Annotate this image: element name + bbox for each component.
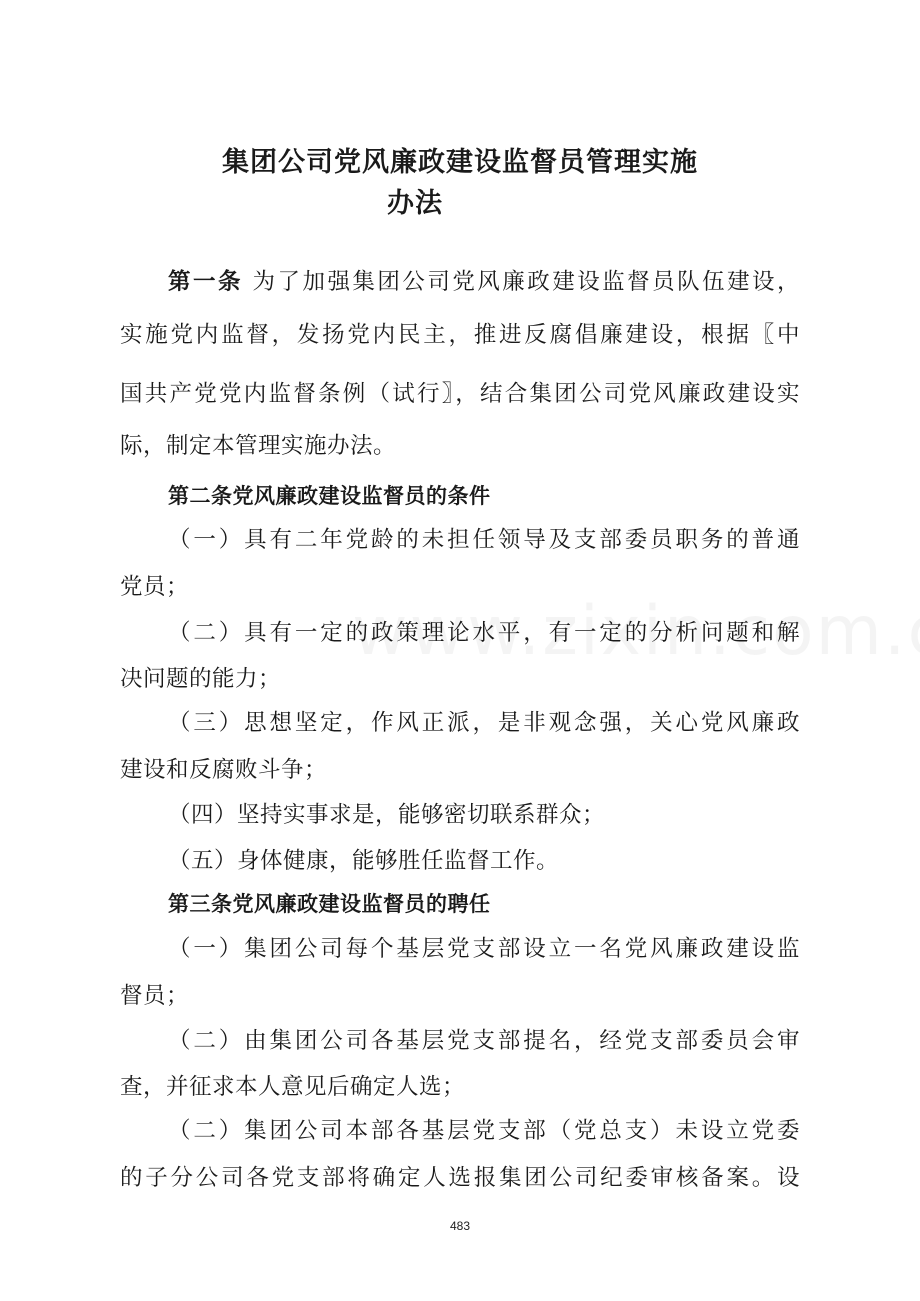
article2-item4: （四）坚持实事求是，能够密切联系群众；: [168, 802, 606, 828]
article3-item2-line1: （二）由集团公司各基层党支部提名，经党支部委员会审: [168, 1028, 800, 1054]
article2-item2-line1: （二）具有一定的政策理论水平，有一定的分析问题和解: [168, 620, 800, 646]
article1-line4: 际，制定本管理实施办法。: [120, 433, 397, 459]
article1-line2: 实施党内监督，发扬党内民主，推进反腐倡廉建设，根据〖中: [120, 322, 800, 348]
document-title-line1: 集团公司党风廉政建设监督员管理实施: [222, 147, 698, 178]
article3-item1-line1: （一）集团公司每个基层党支部设立一名党风廉政建设监: [168, 936, 800, 962]
article3-item3-line1: （二）集团公司本部各基层党支部（党总支）未设立党委: [168, 1118, 800, 1144]
article2-item5: （五）身体健康，能够胜任监督工作。: [168, 848, 560, 874]
article2-heading: 第二条党风廉政建设监督员的条件: [168, 484, 491, 508]
article3-item2-line2: 查，并征求本人意见后确定人选；: [120, 1074, 466, 1100]
article2-item1-line1: （一）具有二年党龄的未担任领导及支部委员职务的普通: [168, 527, 800, 553]
article2-item3-line2: 建设和反腐败斗争；: [120, 757, 328, 783]
document-title-line2: 办法: [387, 188, 443, 219]
article1-heading: 第一条: [168, 269, 243, 295]
article2-item1-line2: 党员；: [120, 574, 190, 600]
article1-line3: 国共产党党内监督条例（试行〗，结合集团公司党风廉政建设实: [120, 381, 800, 407]
article3-heading: 第三条党风廉政建设监督员的聘任: [168, 892, 491, 916]
article2-item2-line2: 决问题的能力；: [120, 666, 282, 692]
article3-item3-line2: 的子分公司各党支部将确定人选报集团公司纪委审核备案。设: [120, 1165, 800, 1191]
article1-line1: [168, 264, 800, 296]
article3-item1-line2: 督员；: [120, 983, 190, 1009]
article2-item3-line1: （三）思想坚定，作风正派，是非观念强，关心党风廉政: [168, 710, 800, 736]
article1-line1-text: 为了加强集团公司党风廉政建设监督员队伍建设，: [252, 269, 800, 295]
page-number: 483: [449, 1219, 471, 1233]
